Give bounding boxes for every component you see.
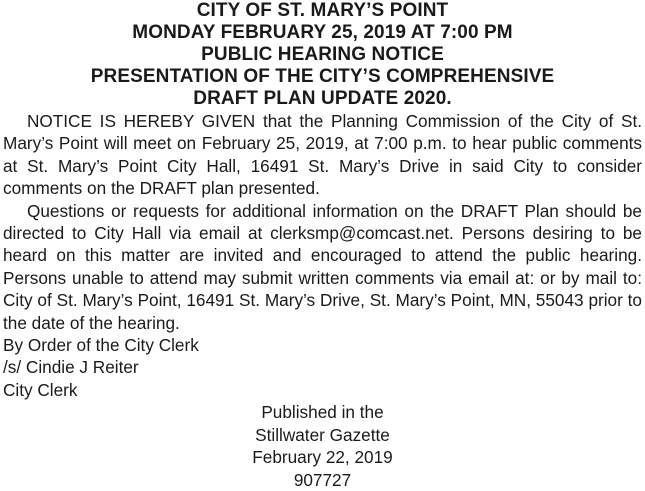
heading-plan: DRAFT PLAN UPDATE 2020.	[193, 88, 452, 109]
heading-city: CITY OF ST. MARY’S POINT	[196, 0, 449, 21]
notice-paragraph: Questions or requests for additional information on the DRAFT Plan should be directed to City Hall via email at clerksmp@comcast.net. Persons desiring to be heard on this matter are invited and encouraged to attend the public hearing. Persons unable to attend may submit written comments via email at: or by mail to: City of St. Mary’s Point, 16491 St. Mary’s Drive, St. Mary’s Point, MN, 55043 prior to the date of the hearing.	[3, 200, 642, 333]
publication-newspaper: Stillwater Gazette	[255, 424, 390, 445]
publication-label: Published in the	[261, 402, 384, 423]
notice-paragraph: NOTICE IS HEREBY GIVEN that the Planning Commission of the City of St. Mary’s Point will meet on February 25, 2019, at 7:00 p.m. to hear public comments at St. Mary’s Point City Hall, 16491 St. Mary’s Drive in said City to consider comments on the DRAFT plan presented.	[3, 111, 642, 199]
signature-title: City Clerk	[3, 379, 78, 400]
heading-date: MONDAY FEBRUARY 25, 2019 AT 7:00 PM	[132, 22, 513, 43]
heading-notice-type: PUBLIC HEARING NOTICE	[201, 44, 444, 65]
signature-name: /s/ Cindie J Reiter	[3, 357, 139, 378]
publication-id: 907727	[293, 469, 352, 490]
notice-heading	[3, 0, 642, 110]
publication-date: February 22, 2019	[252, 447, 393, 468]
signature-order: By Order of the City Clerk	[3, 335, 199, 356]
heading-subject: PRESENTATION OF THE CITY’S COMPREHENSIVE	[90, 66, 555, 87]
publication-info	[3, 401, 642, 491]
notice-body	[3, 110, 642, 401]
